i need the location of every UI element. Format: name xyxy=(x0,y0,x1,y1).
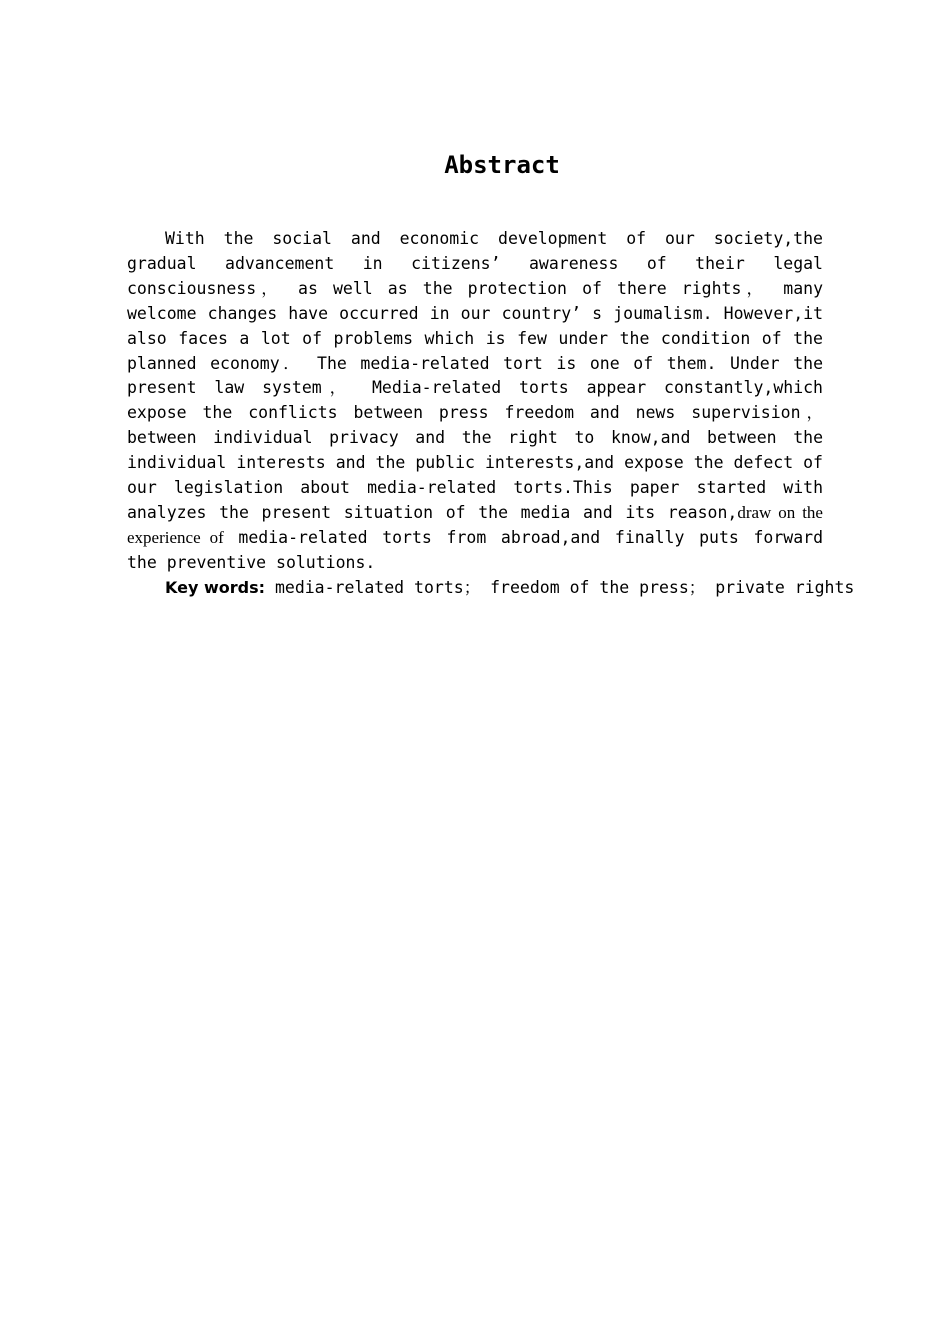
abstract-text-part3: media-related torts from abroad,and finally puts forward the preventive solutions. xyxy=(127,527,823,572)
abstract-title: Abstract xyxy=(444,151,560,179)
keywords-text: media-related torts； freedom of the press； private rights xyxy=(265,578,855,597)
keywords-line xyxy=(165,576,865,600)
abstract-body xyxy=(127,227,823,576)
abstract-text-part2: draw on the experience of xyxy=(127,502,823,547)
abstract-text-part1: With the social and economic development of our society,the gradual advancement in citizens’ awareness of their legal consciousness， as well as the protection of there rights， many welcome changes have occurred in our country’ s joumalism. However,it also faces a lot of problems which is few under the condition of the planned economy． The media-related tort is one of them. Under the present law system， Media-related torts appear constantly,which expose the conflicts between press freedom and news supervision， between individual privacy and the right to know,and between the individual interests and the public interests,and expose the defect of our legislation about media-related torts.This paper started with analyzes the present situation of the media and its reason, xyxy=(127,229,823,522)
keywords-label: Key words: xyxy=(165,578,266,597)
